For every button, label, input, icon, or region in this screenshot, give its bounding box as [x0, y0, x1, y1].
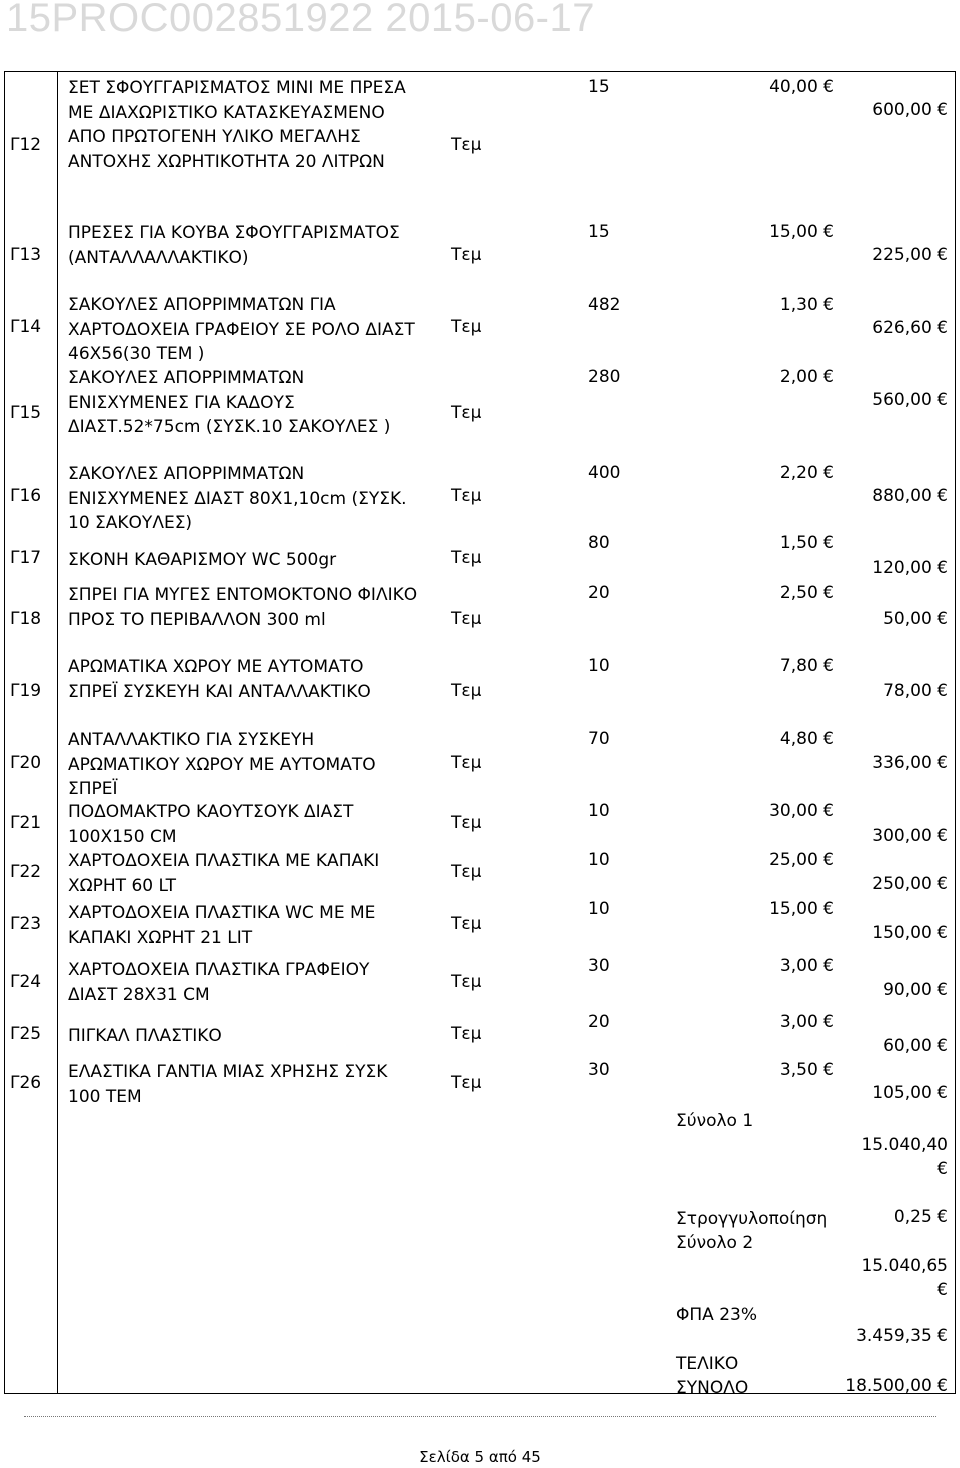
item-code: Γ12 [10, 135, 42, 155]
item-unit: Τεμ [451, 609, 482, 629]
item-quantity: 10 [588, 899, 610, 919]
item-code: Γ17 [10, 548, 42, 568]
item-code: Γ18 [10, 609, 42, 629]
item-code: Γ26 [10, 1073, 42, 1093]
item-unit: Τεμ [451, 914, 482, 934]
grand-total-value: 18.500,00 € [845, 1376, 948, 1396]
item-unit: Τεμ [451, 813, 482, 833]
item-quantity: 80 [588, 533, 610, 553]
document-id-watermark: 15PROC002851922 2015-06-17 [6, 0, 595, 40]
item-unit-price: 4,80 € [779, 729, 834, 749]
item-description: ΣΚΟΝΗ ΚΑΘΑΡΙΣΜΟΥ WC 500gr [68, 550, 337, 570]
item-quantity: 15 [588, 77, 610, 97]
item-unit-price: 1,30 € [779, 295, 834, 315]
item-total: 560,00 € [872, 390, 948, 410]
item-quantity: 10 [588, 850, 610, 870]
item-unit: Τεμ [451, 753, 482, 773]
rounding-label: Στρογγυλοποίηση [676, 1209, 828, 1229]
item-total: 150,00 € [872, 923, 948, 943]
item-unit-price: 40,00 € [769, 77, 834, 97]
item-total: 626,60 € [872, 318, 948, 338]
item-description: ΑΡΩΜΑΤΙΚΑ ΧΩΡΟΥ ΜΕ ΑΥΤΟΜΑΤΟ ΣΠΡΕΪ ΣΥΣΚΕΥΗ ΚΑΙ ΑΝΤΑΛΛΑΚΤΙΚΟ [68, 657, 371, 702]
item-description: ΧΑΡΤΟΔΟΧΕΙΑ ΠΛΑΣΤΙΚΑ ΜΕ ΚΑΠΑΚΙ ΧΩΡΗΤ 60 LT [68, 851, 380, 896]
item-unit-price: 3,50 € [779, 1060, 834, 1080]
item-description: ΠΙΓΚΑΛ ΠΛΑΣΤΙΚΟ [68, 1026, 222, 1046]
item-unit-price: 15,00 € [769, 899, 834, 919]
item-total: 90,00 € [883, 980, 948, 1000]
subtotal-value: 15.040,40 € [861, 1135, 948, 1179]
item-code: Γ13 [10, 245, 42, 265]
vat-label: ΦΠΑ 23% [676, 1305, 757, 1325]
footer-divider [24, 1416, 936, 1417]
item-total: 225,00 € [872, 245, 948, 265]
item-unit-price: 30,00 € [769, 801, 834, 821]
item-total: 105,00 € [872, 1083, 948, 1103]
item-total: 880,00 € [872, 486, 948, 506]
item-description: ΠΡΕΣΕΣ ΓΙΑ ΚΟΥΒΑ ΣΦΟΥΓΓΑΡΙΣΜΑΤΟΣ (ΑΝΤΑΛΛΑΛΛΑΚΤΙΚΟ) [68, 223, 400, 268]
item-quantity: 10 [588, 656, 610, 676]
item-description: ΧΑΡΤΟΔΟΧΕΙΑ ΠΛΑΣΤΙΚΑ ΓΡΑΦΕΙΟΥ ΔΙΑΣΤ 28Χ31 CM [68, 960, 370, 1005]
item-unit-price: 3,00 € [779, 956, 834, 976]
item-unit: Τεμ [451, 681, 482, 701]
item-total: 300,00 € [872, 826, 948, 846]
item-code: Γ23 [10, 914, 42, 934]
item-code: Γ14 [10, 317, 42, 337]
item-code: Γ15 [10, 403, 42, 423]
item-description: ΣΑΚΟΥΛΕΣ ΑΠΟΡΡΙΜΜΑΤΩΝ ΕΝΙΣΧΥΜΕΝΕΣ ΓΙΑ ΚΑΔΟΥΣ ΔΙΑΣΤ.52*75cm (ΣΥΣΚ.10 ΣΑΚΟΥΛΕΣ ) [68, 368, 391, 437]
item-description: ΣΕΤ ΣΦΟΥΓΓΑΡΙΣΜΑΤΟΣ ΜΙΝΙ ΜΕ ΠΡΕΣΑ ΜΕ ΔΙΑΧΩΡΙΣΤΙΚΟ ΚΑΤΑΣΚΕΥΑΣΜΕΝΟ ΑΠΟ ΠΡΩΤΟΓΕΝΗ ΥΛΙΚΟ ΜΕΓΑΛΗΣ ΑΝΤΟΧΗΣ ΧΩΡΗΤΙΚΟΤΗΤΑ 20 ΛΙΤΡΩΝ [68, 78, 406, 172]
item-unit: Τεμ [451, 1073, 482, 1093]
item-code: Γ16 [10, 486, 42, 506]
item-unit: Τεμ [451, 862, 482, 882]
item-code: Γ20 [10, 753, 42, 773]
item-quantity: 280 [588, 367, 621, 387]
item-code: Γ24 [10, 972, 42, 992]
item-description: ΧΑΡΤΟΔΟΧΕΙΑ ΠΛΑΣΤΙΚΑ WC ΜΕ ΜΕ ΚΑΠΑΚΙ ΧΩΡΗΤ 21 LIT [68, 903, 376, 948]
item-unit-price: 7,80 € [779, 656, 834, 676]
item-unit: Τεμ [451, 972, 482, 992]
item-unit: Τεμ [451, 245, 482, 265]
item-unit-price: 2,50 € [779, 583, 834, 603]
subtotal-label: Σύνολο 1 [676, 1111, 754, 1131]
item-quantity: 20 [588, 583, 610, 603]
item-description: ΣΑΚΟΥΛΕΣ ΑΠΟΡΡΙΜΜΑΤΩΝ ΓΙΑ ΧΑΡΤΟΔΟΧΕΙΑ ΓΡΑΦΕΙΟΥ ΣΕ ΡΟΛΟ ΔΙΑΣΤ 46Χ56(30 ΤΕΜ ) [68, 295, 415, 364]
item-total: 600,00 € [872, 100, 948, 120]
item-unit: Τεμ [451, 403, 482, 423]
item-quantity: 15 [588, 222, 610, 242]
item-code: Γ22 [10, 862, 42, 882]
rounding-value: 0,25 € [893, 1207, 948, 1227]
item-quantity: 400 [588, 463, 621, 483]
item-total: 60,00 € [883, 1036, 948, 1056]
item-unit-price: 25,00 € [769, 850, 834, 870]
subtotal2-label: Σύνολο 2 [676, 1233, 754, 1253]
item-unit-price: 15,00 € [769, 222, 834, 242]
item-description: ΠΟΔΟΜΑΚΤΡΟ ΚΑΟΥΤΣΟΥΚ ΔΙΑΣΤ 100Χ150 CM [68, 802, 354, 847]
item-unit: Τεμ [451, 548, 482, 568]
item-unit: Τεμ [451, 486, 482, 506]
item-quantity: 10 [588, 801, 610, 821]
subtotal2-value: 15.040,65 € [861, 1256, 948, 1300]
item-unit-price: 2,00 € [779, 367, 834, 387]
item-total: 50,00 € [883, 609, 948, 629]
item-quantity: 30 [588, 956, 610, 976]
item-description: ΣΑΚΟΥΛΕΣ ΑΠΟΡΡΙΜΜΑΤΩΝ ΕΝΙΣΧΥΜΕΝΕΣ ΔΙΑΣΤ 80Χ1,10cm (ΣΥΣΚ. 10 ΣΑΚΟΥΛΕΣ) [68, 464, 407, 533]
item-unit: Τεμ [451, 135, 482, 155]
item-quantity: 70 [588, 729, 610, 749]
vat-value: 3.459,35 € [856, 1326, 948, 1346]
item-total: 78,00 € [883, 681, 948, 701]
item-unit: Τεμ [451, 317, 482, 337]
item-quantity: 30 [588, 1060, 610, 1080]
column-divider [57, 71, 58, 1394]
item-unit-price: 2,20 € [779, 463, 834, 483]
item-unit-price: 1,50 € [779, 533, 834, 553]
page-number: Σελίδα 5 από 45 [419, 1448, 541, 1466]
item-unit-price: 3,00 € [779, 1012, 834, 1032]
item-code: Γ19 [10, 681, 42, 701]
item-code: Γ25 [10, 1024, 42, 1044]
item-description: ΑΝΤΑΛΛΑΚΤΙΚΟ ΓΙΑ ΣΥΣΚΕΥΗ ΑΡΩΜΑΤΙΚΟΥ ΧΩΡΟΥ ΜΕ ΑΥΤΟΜΑΤΟ ΣΠΡΕΪ [68, 730, 376, 799]
item-quantity: 20 [588, 1012, 610, 1032]
item-description: ΕΛΑΣΤΙΚΑ ΓΑΝΤΙΑ ΜΙΑΣ ΧΡΗΣΗΣ ΣΥΣΚ 100 ΤΕΜ [68, 1062, 388, 1107]
item-quantity: 482 [588, 295, 621, 315]
item-total: 120,00 € [872, 558, 948, 578]
grand-total-label: ΤΕΛΙΚΟ ΣΥΝΟΛΟ [676, 1354, 749, 1398]
item-total: 336,00 € [872, 753, 948, 773]
item-code: Γ21 [10, 813, 42, 833]
item-total: 250,00 € [872, 874, 948, 894]
item-description: ΣΠΡΕΙ ΓΙΑ ΜΥΓΕΣ ΕΝΤΟΜΟΚΤΟΝΟ ΦΙΛΙΚΟ ΠΡΟΣ ΤΟ ΠΕΡΙΒΑΛΛΟΝ 300 ml [68, 585, 418, 630]
item-unit: Τεμ [451, 1024, 482, 1044]
